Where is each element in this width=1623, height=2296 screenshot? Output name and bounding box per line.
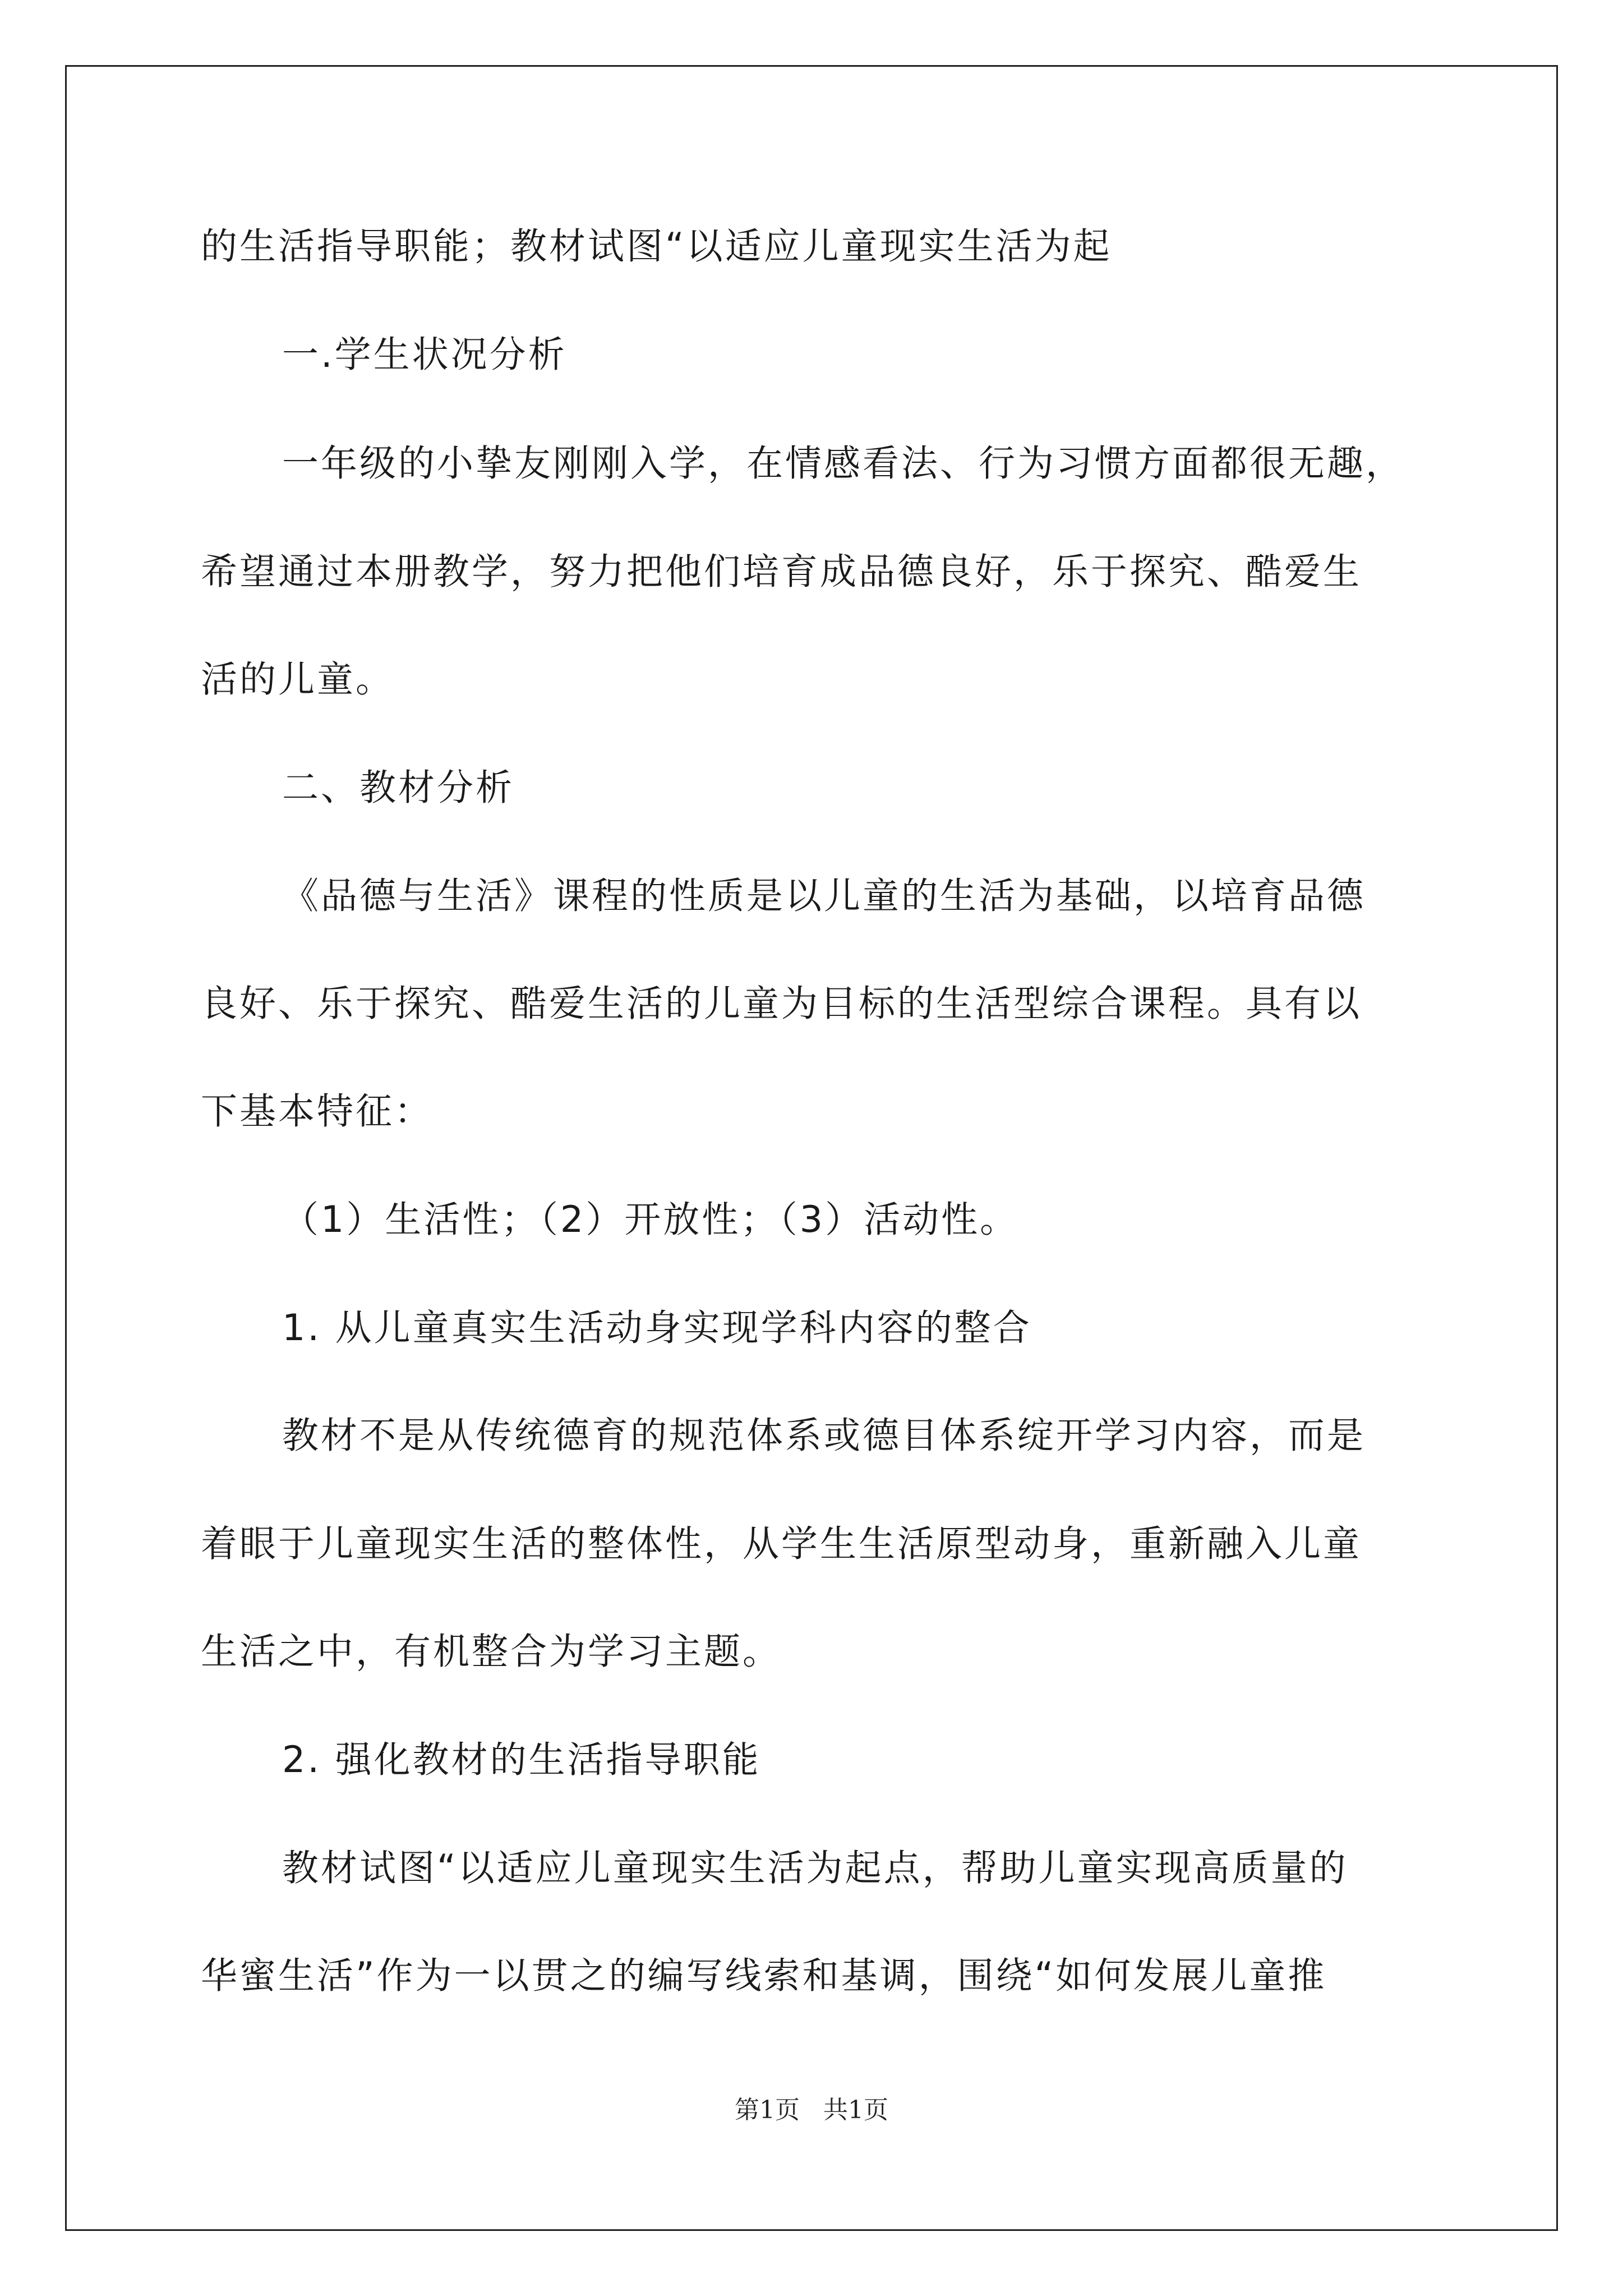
text-line: 的生活指导职能；教材试图“以适应儿童现实生活为起 bbox=[201, 226, 1112, 268]
section-heading: 二、教材分析 bbox=[282, 767, 515, 809]
text-line: 教材试图“以适应儿童现实生活为起点，帮助儿童实现高质量的 bbox=[282, 1847, 1348, 1889]
subsection-heading: 1. 从儿童真实生活动身实现学科内容的整合 bbox=[282, 1307, 1032, 1349]
page-number-total: 共1页 bbox=[823, 2096, 888, 2124]
page-number-current: 第1页 bbox=[735, 2096, 800, 2124]
text-line: 下基本特征： bbox=[201, 1091, 434, 1133]
text-line: 生活之中，有机整合为学习主题。 bbox=[201, 1631, 782, 1673]
page-border bbox=[65, 65, 1558, 2231]
section-heading: 一.学生状况分析 bbox=[282, 334, 567, 376]
text-line: 着眼于儿童现实生活的整体性，从学生生活原型动身，重新融入儿童 bbox=[201, 1523, 1362, 1565]
text-line: 活的儿童。 bbox=[201, 659, 395, 701]
text-line: 一年级的小挚友刚刚入学，在情感看法、行为习惯方面都很无趣， bbox=[282, 443, 1405, 485]
subsection-heading: 2. 强化教材的生活指导职能 bbox=[282, 1739, 761, 1781]
page-footer bbox=[0, 2093, 1623, 2127]
text-line: （1）生活性；（2）开放性；（3）活动性。 bbox=[282, 1199, 1019, 1241]
text-line: 《品德与生活》课程的性质是以儿童的生活为基础，以培育品德 bbox=[282, 875, 1366, 917]
text-line: 良好、乐于探究、酷爱生活的儿童为目标的生活型综合课程。具有以 bbox=[201, 983, 1362, 1025]
text-line: 华蜜生活”作为一以贯之的编写线索和基调，围绕“如何发展儿童推 bbox=[201, 1955, 1327, 1997]
text-line: 希望通过本册教学，努力把他们培育成品德良好，乐于探究、酷爱生 bbox=[201, 551, 1362, 593]
text-line: 教材不是从传统德育的规范体系或德目体系绽开学习内容，而是 bbox=[282, 1415, 1366, 1457]
